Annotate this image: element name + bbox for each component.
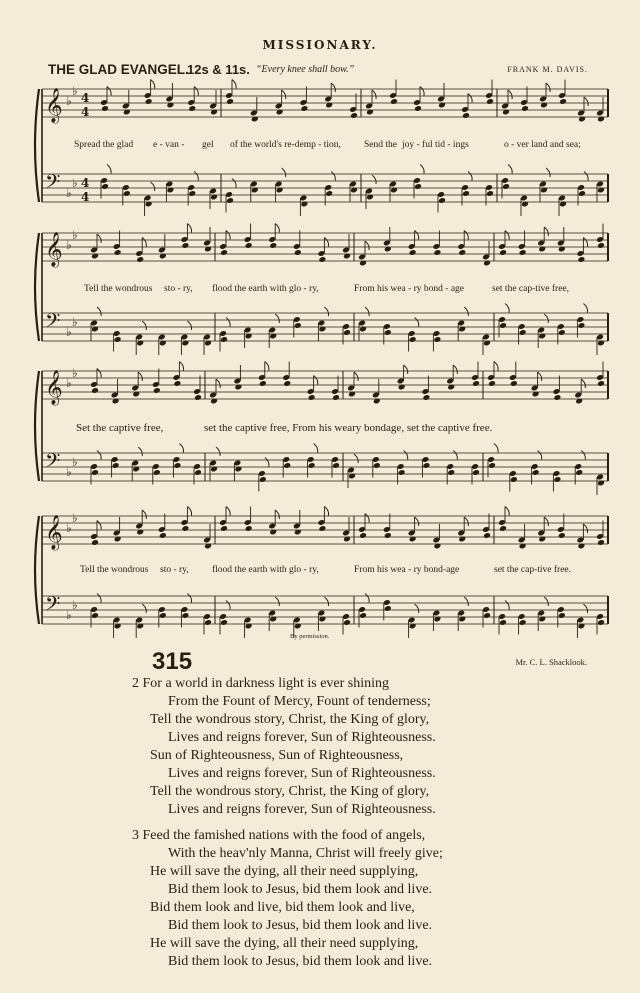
note-head bbox=[226, 98, 234, 105]
lyric-line-4-b: sto - ry, bbox=[160, 565, 189, 575]
page-heading: MISSIONARY. bbox=[262, 38, 378, 52]
note-head bbox=[422, 394, 430, 401]
lyric-line-1-b: e - van - bbox=[153, 140, 185, 150]
note-head bbox=[558, 329, 566, 336]
note-head bbox=[91, 539, 99, 546]
note-flag bbox=[583, 238, 587, 247]
note-head bbox=[422, 462, 430, 469]
note-head bbox=[332, 394, 340, 401]
note-head bbox=[532, 469, 540, 476]
note-flag bbox=[107, 87, 111, 96]
flat-icon: ♭ bbox=[72, 176, 78, 190]
note-head bbox=[220, 525, 228, 532]
note-head bbox=[318, 525, 326, 532]
note-head bbox=[472, 469, 480, 476]
note-flag bbox=[324, 238, 328, 247]
note-flag bbox=[226, 507, 230, 516]
lyric-line-2-c: flood the earth with glo - ry, bbox=[212, 284, 319, 294]
note-head bbox=[384, 532, 392, 539]
note-head bbox=[510, 380, 518, 387]
note-flag bbox=[194, 87, 198, 96]
note-head bbox=[294, 322, 302, 329]
time-signature: 4 bbox=[81, 105, 90, 119]
note-head bbox=[114, 336, 122, 343]
note-head bbox=[294, 249, 302, 256]
note-flag bbox=[505, 304, 509, 313]
note-head bbox=[308, 462, 316, 469]
note-flag bbox=[142, 238, 146, 247]
note-head bbox=[462, 112, 470, 119]
note-head bbox=[577, 322, 585, 329]
flat-icon: ♭ bbox=[66, 376, 72, 390]
treble-clef-icon: 𝄞 bbox=[45, 232, 63, 267]
bass-clef-icon: 𝄢 bbox=[45, 309, 61, 337]
treble-clef-icon: 𝄞 bbox=[45, 515, 63, 550]
note-flag bbox=[415, 517, 419, 526]
note-flag bbox=[282, 168, 286, 177]
flat-icon: ♭ bbox=[66, 94, 72, 108]
note-flag bbox=[142, 510, 146, 519]
note-head bbox=[173, 380, 181, 387]
flat-icon: ♭ bbox=[72, 315, 78, 329]
note-head bbox=[486, 98, 494, 105]
note-flag bbox=[97, 234, 101, 243]
note-flag bbox=[494, 444, 498, 453]
note-flag bbox=[544, 314, 548, 323]
note-head bbox=[194, 394, 202, 401]
note-flag bbox=[151, 80, 155, 89]
note-flag bbox=[583, 524, 587, 533]
brace bbox=[35, 89, 39, 202]
lyric-line-1-f: joy - ful tid - ings bbox=[402, 140, 469, 150]
verse-2-line-7: Tell the wondrous story, Christ, the King of glory, bbox=[150, 784, 430, 799]
note-flag bbox=[494, 362, 498, 371]
note-flag bbox=[464, 231, 468, 240]
brace bbox=[35, 516, 39, 624]
note-flag bbox=[365, 514, 369, 523]
note-head bbox=[159, 612, 167, 619]
note-flag bbox=[538, 372, 542, 381]
composer-credit: FRANK M. DAVIS. bbox=[507, 65, 588, 74]
flat-icon: ♭ bbox=[72, 511, 78, 525]
note-flag bbox=[581, 451, 585, 460]
lyric-line-1-d: of the world's re-demp - tion, bbox=[230, 140, 341, 150]
note-flag bbox=[546, 168, 550, 177]
lyric-line-2-e: set the cap-tive free, bbox=[492, 284, 570, 294]
note-head bbox=[101, 183, 109, 190]
note-head bbox=[332, 462, 340, 469]
flat-icon: ♭ bbox=[72, 455, 78, 469]
note-head bbox=[350, 112, 358, 119]
lyric-line-2-a: Tell the wondrous bbox=[84, 284, 153, 294]
hymn-motto: “Every knee shall bow.” bbox=[256, 64, 355, 75]
verse-2-line-5: Sun of Righteousness, Sun of Righteousness, bbox=[150, 748, 404, 763]
note-flag bbox=[372, 175, 376, 184]
note-head bbox=[502, 183, 510, 190]
note-flag bbox=[216, 379, 220, 388]
note-flag bbox=[151, 182, 155, 191]
note-flag bbox=[404, 365, 408, 374]
note-head bbox=[373, 462, 381, 469]
note-flag bbox=[97, 451, 101, 460]
note-head bbox=[114, 249, 122, 256]
note-flag bbox=[97, 521, 101, 530]
flat-icon: ♭ bbox=[66, 521, 72, 535]
note-flag bbox=[544, 227, 548, 236]
note-head bbox=[300, 105, 308, 112]
text-credit: Mr. C. L. Shacklook. bbox=[515, 657, 587, 667]
hymn-number: 315 bbox=[152, 648, 193, 675]
verse-2-line-3: Tell the wondrous story, Christ, the King of glory, bbox=[150, 712, 430, 727]
lyric-line-1-c: gel bbox=[202, 140, 214, 150]
note-flag bbox=[331, 83, 335, 92]
lyric-line-4-e: set the cap-tive free. bbox=[494, 565, 572, 575]
note-flag bbox=[275, 224, 279, 233]
note-head bbox=[409, 249, 417, 256]
note-head bbox=[181, 242, 189, 249]
hymn-title: THE GLAD EVANGEL. bbox=[48, 62, 189, 77]
note-flag bbox=[142, 321, 146, 330]
note-flag bbox=[232, 179, 236, 188]
note-head bbox=[597, 619, 605, 626]
note-flag bbox=[365, 307, 369, 316]
note-head bbox=[384, 605, 392, 612]
note-head bbox=[390, 98, 398, 105]
note-flag bbox=[354, 454, 358, 463]
note-head bbox=[433, 336, 441, 343]
note-head bbox=[153, 469, 161, 476]
note-flag bbox=[365, 241, 369, 250]
note-head bbox=[553, 394, 561, 401]
flat-icon: ♭ bbox=[72, 598, 78, 612]
note-flag bbox=[420, 87, 424, 96]
note-flag bbox=[187, 594, 191, 603]
note-head bbox=[486, 190, 494, 197]
verse-3-line-8: Bid them look to Jesus, bid them look and live. bbox=[168, 954, 433, 969]
note-flag bbox=[324, 307, 328, 316]
note-flag bbox=[314, 376, 318, 385]
note-flag bbox=[544, 597, 548, 606]
verse-2-line-6: Lives and reigns forever, Sun of Righteousness. bbox=[168, 766, 436, 781]
note-head bbox=[553, 476, 561, 483]
note-flag bbox=[464, 517, 468, 526]
verse-3-line-4: Bid them look to Jesus, bid them look and live. bbox=[168, 882, 433, 897]
note-head bbox=[318, 256, 326, 263]
note-flag bbox=[324, 507, 328, 516]
brace bbox=[35, 233, 39, 341]
lyric-line-4-c: flood the earth with glo - ry, bbox=[212, 565, 319, 575]
note-flag bbox=[538, 451, 542, 460]
note-flag bbox=[372, 90, 376, 99]
note-flag bbox=[365, 594, 369, 603]
note-head bbox=[91, 387, 99, 394]
note-head bbox=[343, 619, 351, 626]
flat-icon: ♭ bbox=[66, 465, 72, 479]
brace bbox=[35, 371, 39, 481]
verse-2-line-4: Lives and reigns forever, Sun of Righteousness. bbox=[168, 730, 436, 745]
note-head bbox=[188, 190, 196, 197]
note-flag bbox=[282, 90, 286, 99]
note-head bbox=[145, 98, 153, 105]
note-head bbox=[220, 336, 228, 343]
note-flag bbox=[179, 362, 183, 371]
note-head bbox=[283, 462, 291, 469]
note-flag bbox=[265, 458, 269, 467]
note-head bbox=[472, 380, 480, 387]
verse-2-line-2: From the Fount of Mercy, Fount of tenderness; bbox=[168, 694, 431, 709]
note-flag bbox=[583, 304, 587, 313]
bass-clef-icon: 𝄢 bbox=[45, 449, 61, 477]
note-head bbox=[488, 380, 496, 387]
note-head bbox=[578, 190, 586, 197]
flat-icon: ♭ bbox=[66, 608, 72, 622]
note-head bbox=[499, 249, 507, 256]
note-head bbox=[220, 619, 228, 626]
note-flag bbox=[468, 172, 472, 181]
flat-icon: ♭ bbox=[66, 325, 72, 339]
note-head bbox=[325, 190, 333, 197]
note-flag bbox=[581, 379, 585, 388]
note-flag bbox=[194, 172, 198, 181]
note-head bbox=[575, 469, 583, 476]
note-head bbox=[597, 242, 605, 249]
note-head bbox=[226, 197, 234, 204]
flat-icon: ♭ bbox=[72, 366, 78, 380]
note-flag bbox=[97, 307, 101, 316]
note-flag bbox=[415, 604, 419, 613]
note-flag bbox=[314, 444, 318, 453]
note-head bbox=[414, 105, 422, 112]
note-head bbox=[499, 525, 507, 532]
verse-3-line-5: Bid them look and live, bid them look and live, bbox=[150, 900, 415, 915]
note-flag bbox=[138, 447, 142, 456]
lyric-line-2-b: sto - ry, bbox=[164, 284, 193, 294]
verse-3-line-7: He will save the dying, all their need supplying, bbox=[150, 936, 419, 951]
note-flag bbox=[265, 362, 269, 371]
note-head bbox=[438, 197, 446, 204]
note-head bbox=[204, 619, 212, 626]
treble-clef-icon: 𝄞 bbox=[45, 88, 63, 123]
note-head bbox=[488, 462, 496, 469]
flat-icon: ♭ bbox=[66, 238, 72, 252]
note-head bbox=[409, 336, 417, 343]
note-flag bbox=[404, 451, 408, 460]
lyric-line-2-d: From his wea - ry bond - age bbox=[354, 284, 465, 294]
note-head bbox=[220, 249, 228, 256]
note-flag bbox=[275, 314, 279, 323]
time-signature: 4 bbox=[81, 190, 90, 204]
note-flag bbox=[187, 321, 191, 330]
note-flag bbox=[583, 604, 587, 613]
note-head bbox=[577, 256, 585, 263]
note-flag bbox=[546, 83, 550, 92]
note-head bbox=[359, 532, 367, 539]
verse-3-line-2: With the heav'nly Manna, Christ will freely give; bbox=[168, 846, 443, 861]
note-flag bbox=[226, 318, 230, 327]
note-head bbox=[181, 525, 189, 532]
lyric-line-3-b: set the captive free, From his weary bondage, set the captive free. bbox=[204, 422, 493, 434]
note-head bbox=[384, 329, 392, 336]
verse-3-line-3: He will save the dying, all their need supplying, bbox=[150, 864, 419, 879]
lyric-line-1-g: o - ver land and sea; bbox=[504, 140, 581, 150]
note-head bbox=[136, 256, 144, 263]
bass-clef-icon: 𝄢 bbox=[45, 170, 61, 198]
note-flag bbox=[216, 447, 220, 456]
note-flag bbox=[508, 90, 512, 99]
note-head bbox=[447, 469, 455, 476]
note-head bbox=[101, 105, 109, 112]
note-head bbox=[558, 532, 566, 539]
note-flag bbox=[508, 165, 512, 174]
note-flag bbox=[544, 517, 548, 526]
treble-clef-icon: 𝄞 bbox=[45, 370, 63, 405]
note-head bbox=[499, 322, 507, 329]
note-head bbox=[458, 249, 466, 256]
note-flag bbox=[464, 597, 468, 606]
note-head bbox=[123, 190, 131, 197]
note-flag bbox=[179, 444, 183, 453]
note-head bbox=[343, 329, 351, 336]
note-head bbox=[181, 612, 189, 619]
note-flag bbox=[142, 604, 146, 613]
note-head bbox=[173, 462, 181, 469]
note-head bbox=[433, 249, 441, 256]
note-flag bbox=[505, 601, 509, 610]
lyric-line-4-d: From his wea - ry bond-age bbox=[354, 565, 460, 575]
time-signature: 4 bbox=[81, 176, 90, 190]
note-flag bbox=[107, 165, 111, 174]
note-flag bbox=[505, 231, 509, 240]
note-head bbox=[483, 612, 491, 619]
note-head bbox=[414, 183, 422, 190]
note-flag bbox=[232, 80, 236, 89]
flat-icon: ♭ bbox=[72, 228, 78, 242]
note-flag bbox=[324, 597, 328, 606]
note-flag bbox=[226, 601, 230, 610]
note-head bbox=[153, 387, 161, 394]
note-flag bbox=[138, 372, 142, 381]
note-head bbox=[359, 612, 367, 619]
note-head bbox=[559, 98, 567, 105]
note-flag bbox=[226, 231, 230, 240]
note-head bbox=[259, 380, 267, 387]
note-head bbox=[597, 380, 605, 387]
hymn-meter: 12s & 11s. bbox=[187, 62, 250, 77]
note-head bbox=[194, 469, 202, 476]
time-signature: 4 bbox=[81, 91, 90, 105]
note-flag bbox=[331, 172, 335, 181]
flat-icon: ♭ bbox=[72, 84, 78, 98]
note-head bbox=[91, 469, 99, 476]
lyric-line-1-a: Spread the glad bbox=[74, 140, 134, 150]
note-flag bbox=[468, 94, 472, 103]
lyric-line-1-e: Send the bbox=[364, 140, 397, 150]
note-flag bbox=[453, 451, 457, 460]
note-flag bbox=[97, 369, 101, 378]
note-flag bbox=[584, 172, 588, 181]
lyric-line-3-a: Set the captive free, bbox=[76, 422, 164, 434]
verse-2-line-8: Lives and reigns forever, Sun of Righteousness. bbox=[168, 802, 436, 817]
note-flag bbox=[187, 507, 191, 516]
bass-clef-icon: 𝄢 bbox=[45, 592, 61, 620]
note-flag bbox=[187, 224, 191, 233]
verse-3-line-1: 3 Feed the famished nations with the food of angels, bbox=[132, 828, 426, 843]
note-head bbox=[510, 476, 518, 483]
note-head bbox=[499, 619, 507, 626]
note-head bbox=[159, 532, 167, 539]
note-head bbox=[245, 242, 253, 249]
note-head bbox=[483, 532, 491, 539]
verse-2-line-1: 2 For a world in darkness light is ever shining bbox=[132, 676, 390, 691]
note-head bbox=[519, 329, 527, 336]
verse-3-line-6: Bid them look to Jesus, bid them look and live. bbox=[168, 918, 433, 933]
note-head bbox=[188, 105, 196, 112]
note-head bbox=[245, 525, 253, 532]
permission-note: By permission. bbox=[290, 633, 330, 640]
note-flag bbox=[505, 507, 509, 516]
note-head bbox=[558, 612, 566, 619]
note-head bbox=[259, 476, 267, 483]
note-flag bbox=[415, 318, 419, 327]
note-head bbox=[91, 612, 99, 619]
note-flag bbox=[464, 307, 468, 316]
note-flag bbox=[275, 510, 279, 519]
flat-icon: ♭ bbox=[66, 186, 72, 200]
note-flag bbox=[275, 597, 279, 606]
note-head bbox=[308, 394, 316, 401]
note-head bbox=[269, 242, 277, 249]
note-head bbox=[519, 619, 527, 626]
note-flag bbox=[453, 365, 457, 374]
note-head bbox=[519, 249, 527, 256]
note-head bbox=[283, 380, 291, 387]
note-flag bbox=[420, 165, 424, 174]
note-head bbox=[521, 105, 529, 112]
note-flag bbox=[354, 372, 358, 381]
note-flag bbox=[584, 97, 588, 106]
note-head bbox=[398, 469, 406, 476]
note-head bbox=[597, 539, 605, 546]
note-head bbox=[462, 190, 470, 197]
lyric-line-4-a: Tell the wondrous bbox=[80, 565, 149, 575]
note-head bbox=[112, 462, 120, 469]
note-flag bbox=[97, 594, 101, 603]
note-flag bbox=[415, 231, 419, 240]
